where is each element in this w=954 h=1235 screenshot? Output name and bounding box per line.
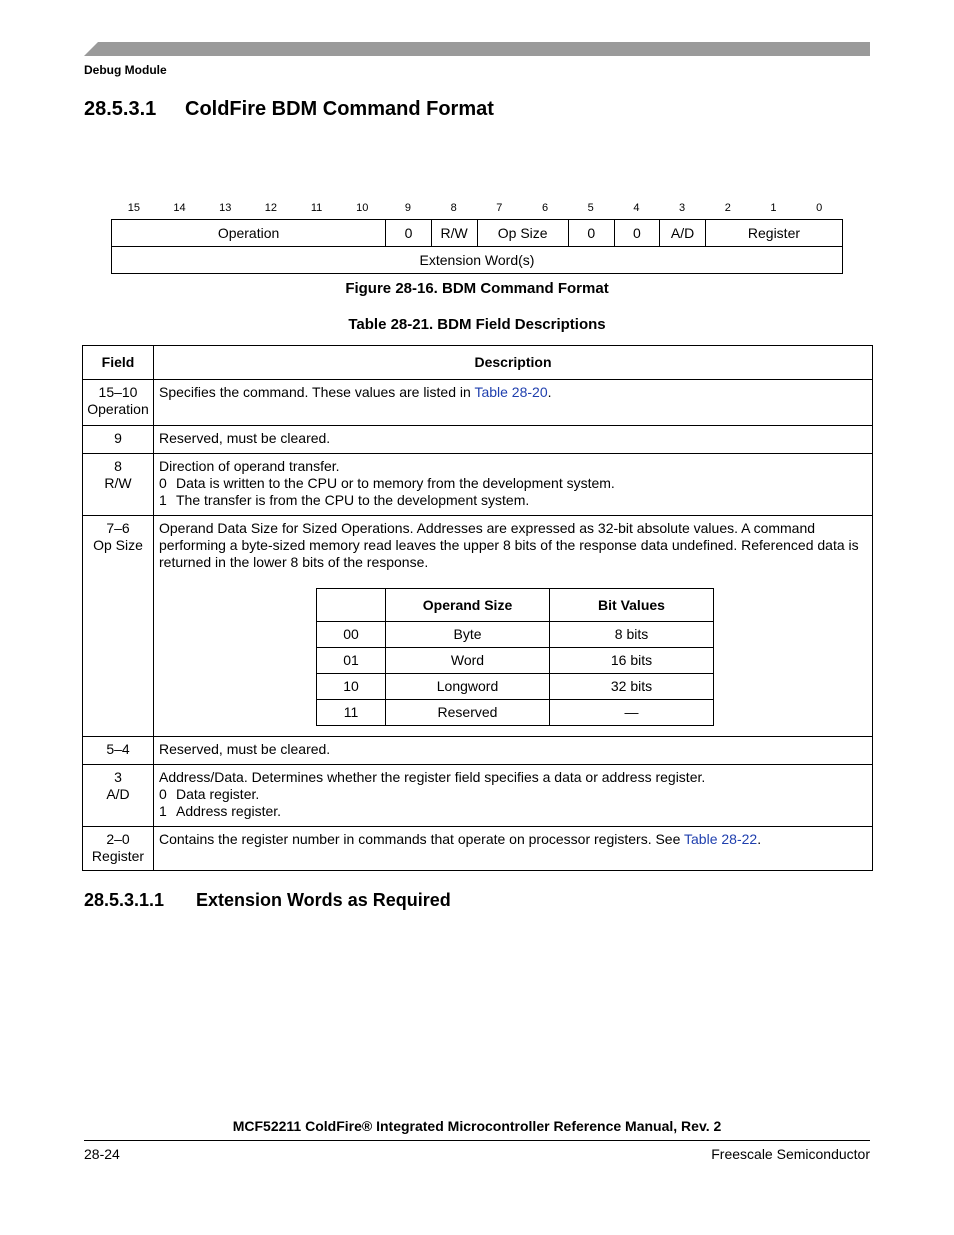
bit-number: 0 bbox=[816, 202, 823, 214]
field-name: Op Size bbox=[93, 537, 143, 553]
subsection-number: 28.5.3.1.1 bbox=[84, 890, 165, 910]
bit-number: 12 bbox=[264, 202, 278, 214]
field-name: Operation bbox=[87, 401, 149, 417]
table-cell: Longword bbox=[386, 674, 550, 700]
field-cell bbox=[83, 380, 154, 426]
table-row bbox=[83, 737, 873, 765]
section-number: 28.5.3.1 bbox=[84, 98, 157, 120]
register-diagram bbox=[111, 219, 843, 274]
bit-number: 8 bbox=[450, 202, 457, 214]
field-bits: 7–6 bbox=[106, 520, 130, 536]
section-title: ColdFire BDM Command Format bbox=[185, 98, 494, 120]
table-cell: — bbox=[550, 700, 714, 726]
bit-number: 10 bbox=[356, 202, 369, 214]
table-cell: 10 bbox=[317, 674, 386, 700]
option-key: 1 bbox=[159, 803, 167, 819]
description-text: Address/Data. Determines whether the register field specifies a data or address register. bbox=[159, 769, 706, 785]
option-key: 1 bbox=[159, 492, 167, 508]
bit-number: 14 bbox=[173, 202, 186, 214]
table-cell: Byte bbox=[386, 622, 550, 648]
description-text: . bbox=[547, 384, 552, 400]
bit-number: 15 bbox=[127, 202, 140, 214]
description-cell bbox=[154, 827, 873, 871]
bit5-field: 0 bbox=[568, 220, 614, 247]
field-cell bbox=[83, 737, 154, 765]
subsection-title: Extension Words as Required bbox=[196, 890, 451, 910]
description-text: Operand Data Size for Sized Operations. Addresses are expressed as 32-bit absolute values. A command performing a byte-sized memory read leaves the upper 8 bits of the response data undefined. Referenced data is returned in the lower 8 bits of the response. bbox=[159, 520, 859, 570]
bit-number: 5 bbox=[587, 202, 594, 214]
company-name: Freescale Semiconductor bbox=[711, 1146, 870, 1162]
description-cell bbox=[154, 380, 873, 426]
table-row bbox=[317, 674, 714, 700]
field-bits: 5–4 bbox=[106, 741, 130, 757]
field-cell bbox=[83, 516, 154, 737]
field-cell bbox=[83, 765, 154, 827]
table-cell: 01 bbox=[317, 648, 386, 674]
description-cell bbox=[154, 426, 873, 454]
table-row bbox=[83, 827, 873, 871]
field-bits: 8 bbox=[114, 458, 122, 474]
field-bits: 9 bbox=[114, 430, 122, 446]
table-row bbox=[317, 648, 714, 674]
register-field: Register bbox=[705, 220, 842, 247]
bit-number: 11 bbox=[310, 202, 323, 214]
description-cell bbox=[154, 765, 873, 827]
option-line bbox=[159, 492, 866, 509]
extension-words-row: Extension Word(s) bbox=[112, 247, 843, 274]
field-name: A/D bbox=[106, 786, 130, 802]
table-row bbox=[83, 765, 873, 827]
option-key: 0 bbox=[159, 786, 167, 802]
footer-title: MCF52211 ColdFire® Integrated Microcontroller Reference Manual, Rev. 2 bbox=[232, 1118, 722, 1134]
bit-number: 7 bbox=[496, 202, 503, 214]
table-cell: 00 bbox=[317, 622, 386, 648]
inner-header: Operand Size bbox=[386, 589, 550, 622]
field-cell bbox=[83, 454, 154, 516]
description-header: Description bbox=[154, 346, 873, 380]
inner-header: Bit Values bbox=[550, 589, 714, 622]
bit4-field: 0 bbox=[614, 220, 660, 247]
description-text: Reserved, must be cleared. bbox=[159, 430, 331, 446]
table-cell: Word bbox=[386, 648, 550, 674]
bit9-field: 0 bbox=[386, 220, 432, 247]
bit-number: 13 bbox=[219, 202, 232, 214]
bit-number: 6 bbox=[541, 202, 549, 214]
table-28-22-link[interactable]: Table 28-22 bbox=[684, 831, 758, 847]
rw-field: R/W bbox=[431, 220, 477, 247]
inner-header bbox=[317, 589, 386, 622]
option-line bbox=[159, 786, 866, 803]
table-28-20-link[interactable]: Table 28-20 bbox=[474, 384, 548, 400]
table-cell: 8 bits bbox=[550, 622, 714, 648]
table-row bbox=[83, 454, 873, 516]
description-text: Direction of operand transfer. bbox=[159, 458, 340, 474]
bit-number: 9 bbox=[404, 202, 412, 214]
page-number: 28-24 bbox=[84, 1146, 120, 1162]
field-cell bbox=[83, 426, 154, 454]
operand-size-table bbox=[316, 588, 714, 726]
bit-number: 2 bbox=[724, 202, 731, 214]
bit-number: 4 bbox=[633, 202, 640, 214]
option-line bbox=[159, 475, 866, 492]
field-name: R/W bbox=[104, 475, 132, 491]
field-name: Register bbox=[91, 848, 145, 864]
option-key: 0 bbox=[159, 475, 167, 491]
option-text: Data register. bbox=[176, 786, 260, 802]
header-bar bbox=[84, 42, 870, 56]
option-text: Data is written to the CPU or to memory from the development system. bbox=[176, 475, 615, 491]
bit-number-row bbox=[111, 202, 842, 216]
bit-number: 1 bbox=[770, 202, 777, 214]
table-row bbox=[317, 622, 714, 648]
table-row bbox=[83, 380, 873, 426]
op-size-field: Op Size bbox=[477, 220, 568, 247]
table-cell: 32 bits bbox=[550, 674, 714, 700]
description-text: Contains the register number in commands that operate on processor registers. See bbox=[159, 831, 685, 847]
field-header: Field bbox=[83, 346, 154, 380]
field-cell bbox=[83, 827, 154, 871]
description-cell bbox=[154, 516, 873, 737]
description-cell bbox=[154, 737, 873, 765]
table-cell: Reserved bbox=[386, 700, 550, 726]
table-row bbox=[83, 516, 873, 737]
running-head: Debug Module bbox=[84, 63, 167, 77]
section-heading bbox=[84, 98, 494, 121]
field-bits: 2–0 bbox=[106, 831, 130, 847]
description-text: Specifies the command. These values are listed in bbox=[159, 384, 475, 400]
table-row bbox=[317, 700, 714, 726]
description-cell bbox=[154, 454, 873, 516]
bit-number: 3 bbox=[679, 202, 686, 214]
description-text: Reserved, must be cleared. bbox=[159, 741, 331, 757]
table-cell: 11 bbox=[317, 700, 386, 726]
table-row bbox=[83, 426, 873, 454]
table-cell: 16 bits bbox=[550, 648, 714, 674]
option-text: The transfer is from the CPU to the development system. bbox=[176, 492, 530, 508]
inner-header-row bbox=[317, 589, 714, 622]
option-text: Address register. bbox=[176, 803, 282, 819]
subsection-heading bbox=[84, 890, 451, 911]
description-text: . bbox=[757, 831, 762, 847]
option-line bbox=[159, 803, 866, 820]
footer-divider bbox=[84, 1140, 870, 1141]
table-caption: Table 28-21. BDM Field Descriptions bbox=[348, 316, 606, 333]
field-bits: 15–10 bbox=[98, 384, 138, 400]
field-bits: 3 bbox=[114, 769, 122, 785]
figure-caption: Figure 28-16. BDM Command Format bbox=[345, 280, 609, 297]
operation-field: Operation bbox=[112, 220, 386, 247]
field-description-table bbox=[82, 345, 873, 871]
table-header-row bbox=[83, 346, 873, 380]
ad-field: A/D bbox=[660, 220, 706, 247]
